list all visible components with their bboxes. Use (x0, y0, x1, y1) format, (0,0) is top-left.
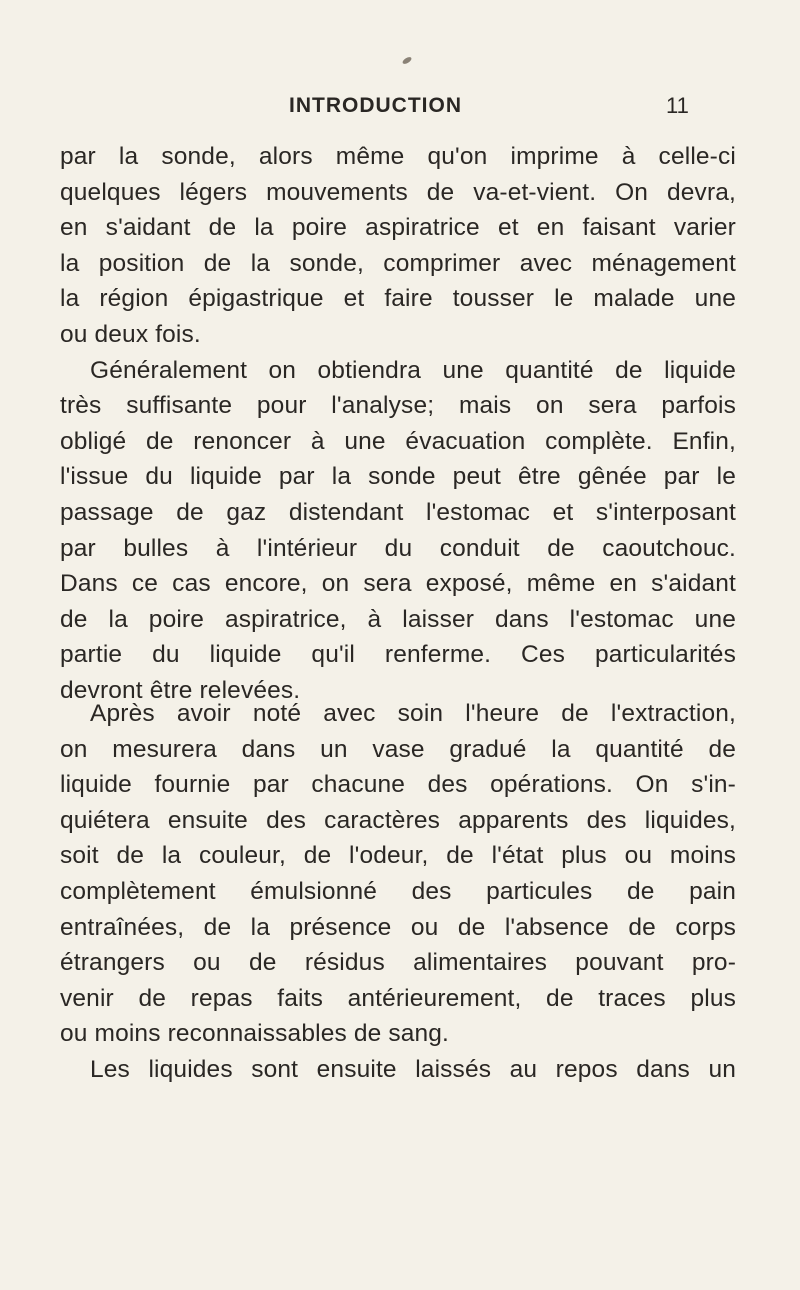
text-line: ou moins reconnaissables de sang. (60, 1020, 450, 1048)
text-line: Généralement on obtiendra une quantité de liquide (90, 356, 736, 384)
text-line: étrangers ou de résidus alimentaires pouvant pro- (60, 949, 736, 977)
paragraph (60, 353, 736, 709)
text-line: l'issue du liquide par la sonde peut être gênée par le (60, 463, 736, 491)
text-line: Les liquides sont ensuite laissés au repos dans un (90, 1055, 736, 1083)
text-line: on mesurera dans un vase gradué la quantité de (60, 735, 736, 763)
text-line: Dans ce cas encore, on sera exposé, même en s'aidant (60, 570, 736, 598)
page-number: 11 (666, 93, 689, 118)
text-line: par la sonde, alors même qu'on imprime à celle-ci (60, 143, 736, 170)
text-line: ou deux fois. (60, 320, 201, 348)
text-line: très suffisante pour l'analyse; mais on sera parfois (60, 392, 736, 420)
text-line: devront être relevées. (60, 676, 301, 704)
paragraph (60, 139, 736, 353)
text-line: venir de repas faits antérieurement, de traces plus (60, 984, 736, 1012)
text-line: la région épigastrique et faire tousser le malade une (60, 285, 736, 313)
text-line: quiétera ensuite des caractères apparents des liquides, (60, 806, 736, 834)
text-line: entraînées, de la présence ou de l'absence de corps (60, 913, 736, 941)
page-header (0, 94, 800, 124)
text-line: liquide fournie par chacune des opérations. On s'in- (60, 771, 736, 799)
text-line: passage de gaz distendant l'estomac et s'interposant (60, 498, 736, 526)
text-line: complètement émulsionné des particules de pain (60, 877, 736, 905)
text-line: la position de la sonde, comprimer avec ménagement (60, 249, 736, 277)
text-block-1 (60, 139, 736, 709)
paragraph (60, 696, 736, 1052)
ink-mark (401, 56, 412, 66)
text-line: soit de la couleur, de l'odeur, de l'état plus ou moins (60, 842, 736, 870)
paragraph (60, 1052, 736, 1088)
text-line: partie du liquide qu'il renferme. Ces particularités (60, 641, 736, 669)
text-line: obligé de renoncer à une évacuation complète. Enfin, (60, 427, 736, 455)
text-line: par bulles à l'intérieur du conduit de caoutchouc. (60, 534, 736, 562)
text-block-2 (60, 696, 736, 1088)
text-line: quelques légers mouvements de va-et-vient. On devra, (60, 178, 736, 206)
text-line: de la poire aspiratrice, à laisser dans l'estomac une (60, 605, 736, 633)
running-title: INTRODUCTION (289, 94, 462, 117)
text-line: Après avoir noté avec soin l'heure de l'extraction, (90, 700, 736, 727)
text-line: en s'aidant de la poire aspiratrice et en faisant varier (60, 214, 736, 242)
